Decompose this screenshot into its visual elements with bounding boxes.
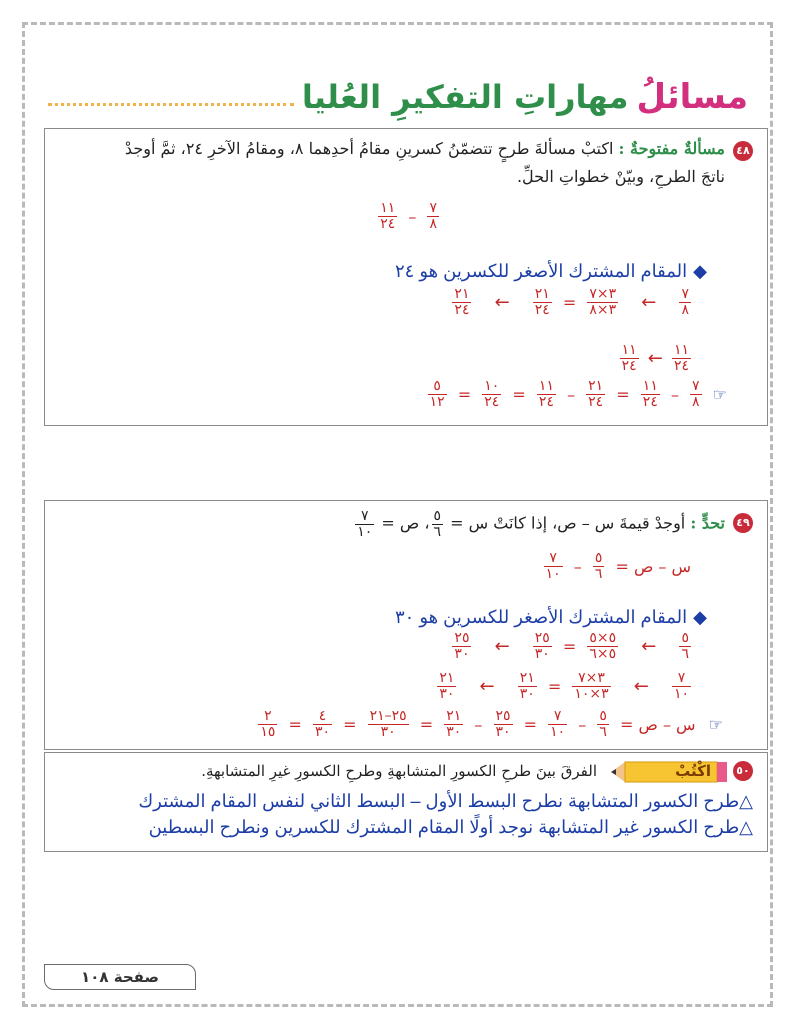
fraction: [368, 709, 409, 739]
math-symbol: س – ص =: [615, 556, 691, 576]
fraction: [428, 379, 447, 409]
fraction: [427, 201, 439, 231]
denominator: ٢٤: [538, 393, 554, 410]
denominator: ٣×٨: [589, 301, 617, 318]
numerator: ٧: [429, 200, 437, 216]
numerator: ٧: [355, 509, 374, 525]
question-48-panel: [44, 128, 768, 426]
denominator: ٢٤: [484, 393, 500, 410]
denominator: ٢٤: [673, 357, 689, 374]
heading-title-sub: مهاراتِ التفكيرِ العُليا: [301, 78, 629, 116]
denominator: ٨: [429, 215, 437, 232]
answer-line-1: △طرح الكسور المتشابهة نطرح البسط الأول – البسط الثاني لنفس المقام المشترك: [138, 791, 753, 811]
numerator: ٥: [681, 630, 689, 646]
fraction: [494, 709, 513, 739]
math-symbol: =: [562, 636, 577, 656]
denominator: ٨: [681, 301, 689, 318]
math-symbol: –: [567, 384, 576, 404]
diamond-bullet-icon: ◆: [693, 607, 707, 627]
numerator: ٢٥: [534, 630, 550, 646]
fraction: [587, 631, 618, 661]
fraction: [518, 671, 537, 701]
numerator: ٢١: [519, 670, 535, 686]
left-arrow-icon: ←: [494, 291, 510, 313]
denominator: ١٥: [260, 723, 276, 740]
question-number-badge: ٤٩: [733, 513, 753, 533]
conversion-row-1: [450, 287, 693, 317]
fraction: [679, 287, 691, 317]
fraction: [313, 709, 332, 739]
denominator: ٨: [692, 393, 700, 410]
denominator: ٣٠: [439, 685, 455, 702]
fraction: [587, 287, 618, 317]
hand-pointer-icon: ☞: [712, 384, 727, 404]
math-symbol: س – ص =: [620, 714, 696, 734]
question-text-line1: اكتبْ مسألةَ طرحٍ تتضمّنُ كسرينِ مقامُ أحدِهما ٨، ومقامُ الآخرِ ٢٤، ثمَّ أوجدْ: [124, 139, 614, 158]
question-48-text: [125, 139, 725, 158]
numerator: ٢: [258, 709, 277, 725]
question-number-badge: ٥٠: [733, 761, 753, 781]
numerator: ٧: [692, 378, 700, 394]
denominator: ٣٠: [454, 645, 470, 662]
numerator: ٧: [548, 709, 567, 725]
denominator: ٦: [599, 723, 607, 740]
numerator: ٢١: [534, 286, 550, 302]
fraction: [533, 631, 552, 661]
denominator: ١٠: [545, 565, 561, 582]
fraction: [432, 509, 444, 539]
denominator: ١٠: [550, 723, 566, 740]
denominator: ٢٤: [621, 357, 637, 374]
denominator: ٢٤: [642, 393, 658, 410]
denominator: ١٢: [429, 393, 445, 410]
answer-line-2: △طرح الكسور غير المتشابهة نوجد أولًا المقام المشترك للكسرين ونطرح البسطين: [148, 817, 753, 837]
question-49-text: تحدٍّ : أوجدْ قيمةَ س – ص، إذا كانَتْ س = $\frac{٥}{٦}$ ، ص = $\frac{٧}{١٠}$: [357, 508, 725, 540]
numerator: ٥: [599, 708, 607, 724]
denominator: ٦: [433, 523, 442, 540]
denominator: ٣٠: [534, 645, 550, 662]
question-50-panel: [44, 752, 768, 852]
section-heading: [48, 72, 748, 122]
numerator: ٥: [428, 379, 447, 395]
numerator: ٧: [672, 671, 691, 687]
fraction: [548, 709, 567, 739]
math-symbol: –: [670, 384, 679, 404]
final-solution: [426, 379, 731, 409]
numerator: ١١: [673, 342, 689, 358]
denominator: ٣٠: [446, 723, 462, 740]
hand-pointer-icon: ☞: [708, 714, 723, 734]
left-arrow-icon: ←: [479, 675, 495, 697]
numerator: ٢٥–٢١: [369, 708, 407, 724]
denominator: ٢٤: [588, 393, 604, 410]
left-arrow-icon: ←: [641, 635, 657, 657]
numerator: ٣×٧: [589, 286, 617, 302]
left-arrow-icon: ←: [633, 675, 649, 697]
numerator: ٥×٥: [589, 630, 617, 646]
numerator: ١١: [642, 378, 658, 394]
question-text-line2: ناتجَ الطرحِ، وبيّنْ خطواتِ الحلِّ.: [516, 167, 725, 186]
math-symbol: =: [419, 714, 434, 734]
fraction: [620, 343, 639, 373]
fraction: [378, 201, 397, 231]
denominator: ٦: [594, 565, 603, 582]
question-label: تحدٍّ :: [690, 513, 725, 533]
math-symbol: =: [288, 714, 302, 734]
numerator: ٥: [433, 508, 442, 524]
fraction: [572, 671, 610, 701]
numerator: ٧: [681, 286, 689, 302]
fraction: [437, 671, 456, 701]
fraction: [641, 379, 660, 409]
math-symbol: =: [457, 384, 472, 404]
denominator: ٣٠: [519, 685, 535, 702]
diamond-bullet-icon: ◆: [693, 261, 707, 281]
fraction: [452, 631, 471, 661]
math-symbol: =: [616, 384, 630, 404]
fraction: [672, 671, 691, 701]
fraction: [444, 709, 463, 739]
left-arrow-icon: ←: [647, 347, 663, 369]
numerator: ٢٥: [495, 708, 511, 724]
setup-expression: [542, 551, 695, 581]
denominator: ٥×٦: [589, 645, 617, 662]
question-number-badge: ٤٨: [733, 141, 753, 161]
page-number-label: صفحة ١٠٨: [44, 964, 196, 990]
fraction: [593, 551, 605, 581]
math-symbol: =: [562, 292, 577, 312]
numerator: ٤: [313, 709, 332, 725]
denominator: ٢٤: [380, 215, 396, 232]
denominator: ٢٤: [534, 301, 550, 318]
numerator: ٢١: [588, 378, 604, 394]
math-symbol: –: [573, 556, 582, 576]
fraction: [258, 709, 277, 739]
denominator: ١٠: [673, 685, 689, 702]
conversion-row-1: [450, 631, 693, 661]
denominator: ١٠: [357, 523, 373, 540]
fraction: [544, 551, 563, 581]
pencil-label: اكْتُبْ: [675, 762, 711, 780]
math-symbol: –: [578, 714, 587, 734]
denominator: ٢٤: [454, 301, 470, 318]
left-arrow-icon: ←: [494, 635, 510, 657]
conversion-row-2: [618, 343, 693, 373]
fraction: [533, 287, 552, 317]
numerator: ٢١: [454, 286, 470, 302]
numerator: ١٠: [484, 378, 500, 394]
numerator: ٧: [544, 551, 563, 567]
fraction: [452, 287, 471, 317]
question-49-panel: [44, 500, 768, 750]
numerator: ١١: [538, 378, 554, 394]
denominator: ٣٠: [380, 723, 396, 740]
heading-title-main: مسائلُ: [636, 77, 748, 117]
math-symbol: =: [512, 384, 526, 404]
fraction: [679, 631, 691, 661]
fraction: [597, 709, 609, 739]
numerator: ١١: [621, 342, 637, 358]
math-symbol: =: [343, 714, 357, 734]
fraction: [482, 379, 501, 409]
fraction: [586, 379, 605, 409]
denominator: ٦: [681, 645, 689, 662]
math-symbol: –: [474, 714, 483, 734]
math-symbol: =: [547, 676, 562, 696]
question-label: مسألةٌ مفتوحةٌ :: [618, 139, 725, 158]
minus-sign: –: [408, 206, 417, 226]
numerator: ٢٥: [454, 630, 470, 646]
denominator: ٣٠: [314, 723, 330, 740]
fraction: [537, 379, 556, 409]
question-50-text: الفرقَ بينَ طرحِ الكسورِ المتشابهةِ وطرحِ الكسورِ غيرِ المتشابهةِ.: [201, 762, 597, 780]
lcd-statement: ◆المقام المشترك الأصغر للكسرين هو ٣٠: [394, 607, 707, 627]
fraction: [690, 379, 702, 409]
final-solution: [256, 709, 727, 739]
left-arrow-icon: ←: [641, 291, 657, 313]
numerator: ٢١: [446, 708, 462, 724]
numerator: ٣×٧: [572, 671, 610, 687]
lcd-statement: ◆المقام المشترك الأصغر للكسرين هو ٢٤: [394, 261, 707, 281]
math-symbol: =: [523, 714, 538, 734]
fraction: [355, 509, 374, 539]
numerator: ١١: [380, 200, 396, 216]
problem-expression: [376, 201, 441, 231]
numerator: ٥: [594, 550, 603, 566]
denominator: ٣٠: [495, 723, 511, 740]
heading-dotted-rule: [48, 83, 294, 106]
numerator: ٢١: [439, 670, 455, 686]
conversion-row-2: [435, 671, 693, 701]
denominator: ٣×١٠: [574, 685, 609, 702]
fraction: [672, 343, 691, 373]
